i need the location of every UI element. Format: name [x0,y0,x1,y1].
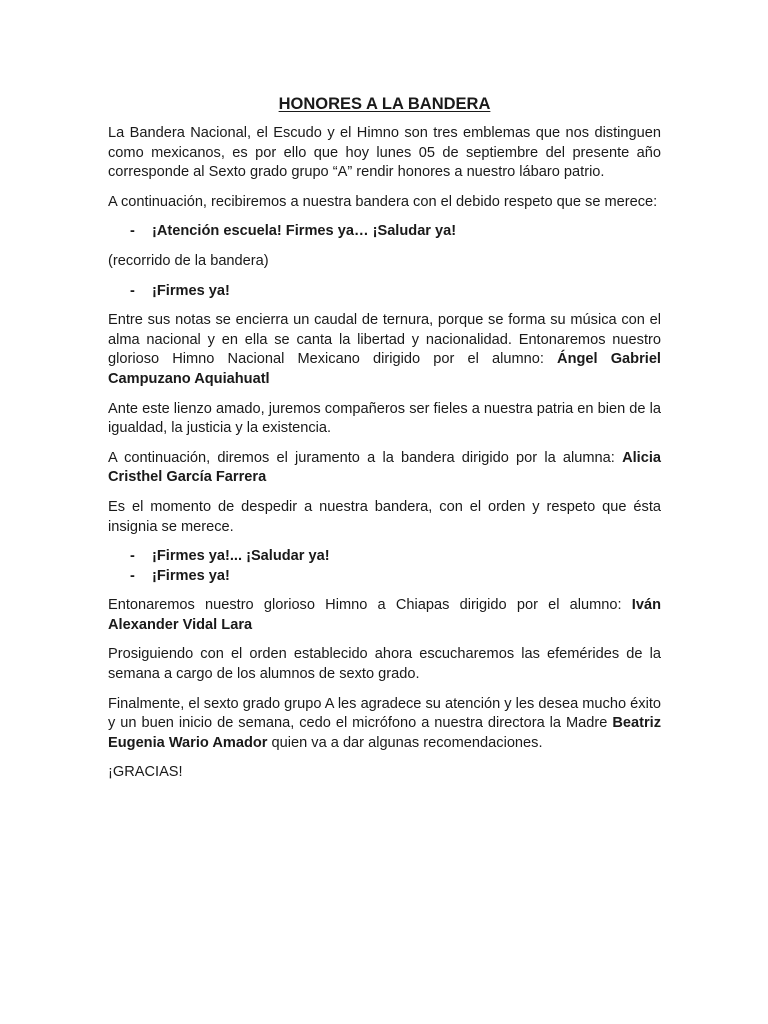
paragraph-oath [108,449,661,488]
command-text: ¡Firmes ya! [152,282,230,299]
command-line-salute [108,547,661,567]
student-name: Iván Alexander Vidal Lara [108,597,661,633]
document-page [108,94,661,793]
dash-bullet: - [130,223,135,240]
paragraph-chiapas-anthem [108,596,661,635]
student-name: Ángel Gabriel Campuzano Aquiahuatl [108,351,661,387]
paragraph-oath-intro: Ante este lienzo amado, juremos compañeros ser fieles a nuestra patria en bien de la igualdad, la justicia y la existencia. [108,400,661,437]
paragraph-ephemerides: Prosiguiendo con el orden establecido ahora escucharemos las efemérides de la semana a cargo de los alumnos de sexto grado. [108,646,661,683]
command-text: ¡Firmes ya! [152,567,230,584]
command-text: ¡Atención escuela! Firmes ya… ¡Saludar ya! [152,223,457,240]
paragraph-closing [108,695,661,754]
dash-bullet: - [130,282,135,299]
dash-bullet: - [130,567,135,584]
student-name: Alicia Cristhel García Farrera [108,449,661,486]
paragraph-text: Entonaremos nuestro glorioso Himno a Chiapas dirigido por el alumno: [108,597,632,614]
paragraph-text: Entre sus notas se encierra un caudal de ternura, porque se forma su música con el alma nacional y en ella se canta la libertad y nacionalidad. Entonaremos nuestro glorioso Himno Nacional Mexicano dirigido por el alumno: [108,312,661,368]
stage-note: (recorrido de la bandera) [108,252,269,269]
command-line-firmes [108,282,661,302]
paragraph-intro: La Bandera Nacional, el Escudo y el Himno son tres emblemas que nos distinguen como mexicanos, es por ello que hoy lunes 05 de septiembre del presente año corresponde al Sexto grado grupo “A” rendir honores a nuestro lábaro patrio. [108,125,661,181]
paragraph-text: A continuación, diremos el juramento a la bandera dirigido por la alumna: [108,449,623,466]
command-line-firmes-final [108,567,661,587]
command-group-farewell [108,547,661,586]
command-text: ¡Firmes ya!... ¡Saludar ya! [152,548,330,565]
paragraph-welcome: A continuación, recibiremos a nuestra bandera con el debido respeto que se merece: [108,193,658,210]
paragraph-text: Finalmente, el sexto grado grupo A les agradece su atención y les desea mucho éxito y un buen inicio de semana, cedo el micrófono a nuestra directora la Madre [108,695,661,732]
thanks-line: ¡GRACIAS! [108,764,183,781]
paragraph-text: quien va a dar algunas recomendaciones. [267,734,543,751]
command-line-attention [108,222,661,242]
document-title: HONORES A LA BANDERA [278,95,491,113]
paragraph-anthem [108,311,661,389]
director-name: Beatriz Eugenia Wario Amador [108,715,661,751]
dash-bullet: - [130,548,135,565]
paragraph-farewell: Es el momento de despedir a nuestra bandera, con el orden y respeto que ésta insignia se merece. [108,498,661,535]
